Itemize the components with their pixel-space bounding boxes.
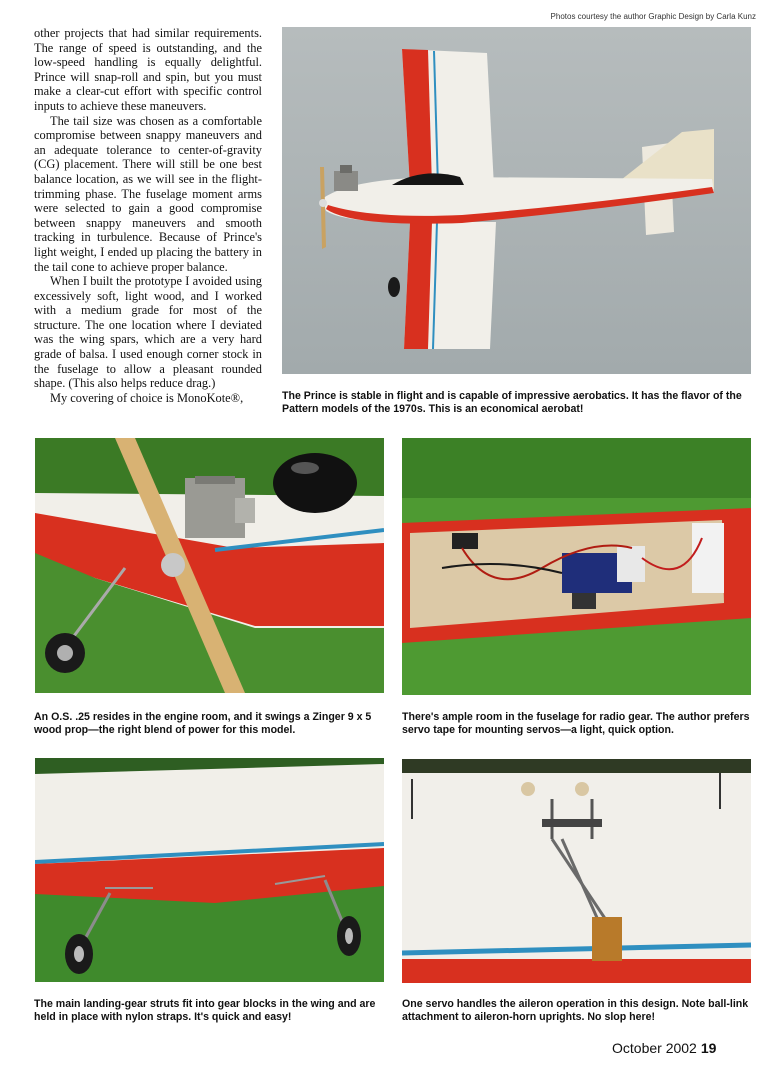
article-paragraph: When I built the prototype I avoided using excessively soft, light wood, and I worked with a medium grade for most of the structure. The one location where I deviated was the wing spars, which are a very hard grade of balsa. I used enough corner stock in the fuselage to allow a pleasant rounded shape. (This also helps reduce drag.) — [34, 274, 262, 391]
page-number: 19 — [700, 1040, 717, 1056]
photo-radio-gear — [402, 438, 751, 695]
caption-aileron: One servo handles the aileron operation in this design. Note ball-link attachment to aileron-horn uprights. No slop here! — [402, 998, 749, 1023]
photo-credit: Photos courtesy the author Graphic Design by Carla Kunz — [550, 12, 756, 21]
article-paragraph: other projects that had similar requirements. The range of speed is outstanding, and the low-speed handling is equally delightful. Prince will snap-roll and spin, but you must make a clear-cut effort with specific control inputs to achieve these maneuvers. — [34, 26, 262, 113]
page-footer — [612, 1040, 716, 1056]
photo-aileron-servo — [402, 759, 751, 983]
caption-engine: An O.S. .25 resides in the engine room, and it swings a Zinger 9 x 5 wood prop—the right blend of power for this model. — [34, 711, 372, 736]
caption-flight: The Prince is stable in flight and is capable of impressive aerobatics. It has the flavor of the Pattern models of the 1970s. This is an economical aerobat! — [282, 390, 742, 415]
article-column — [34, 26, 262, 405]
photo-landing-gear — [35, 758, 384, 982]
photo-plane-in-flight — [282, 27, 751, 374]
photo-engine-room — [35, 438, 384, 693]
article-paragraph: My covering of choice is MonoKote®, — [50, 390, 244, 405]
caption-landing-gear: The main landing-gear struts fit into gear blocks in the wing and are held in place with nylon straps. It's quick and easy! — [34, 998, 376, 1023]
article-paragraph: The tail size was chosen as a comfortable compromise between snappy maneuvers and an adequate tolerance to center-of-gravity (CG) placement. There will still be one best balance location, as we will see in the flight-trimming phase. The fuselage moment arms were selected to gain a good compromise between snappy maneuvers and smooth tracking in turbulence. Because of Prince's light weight, I ended up placing the battery in the tail cone to achieve proper balance. — [34, 113, 262, 274]
caption-radio: There's ample room in the fuselage for radio gear. The author prefers servo tape for mounting servos—a light, quick option. — [402, 711, 750, 736]
issue-date: October 2002 — [612, 1040, 697, 1056]
